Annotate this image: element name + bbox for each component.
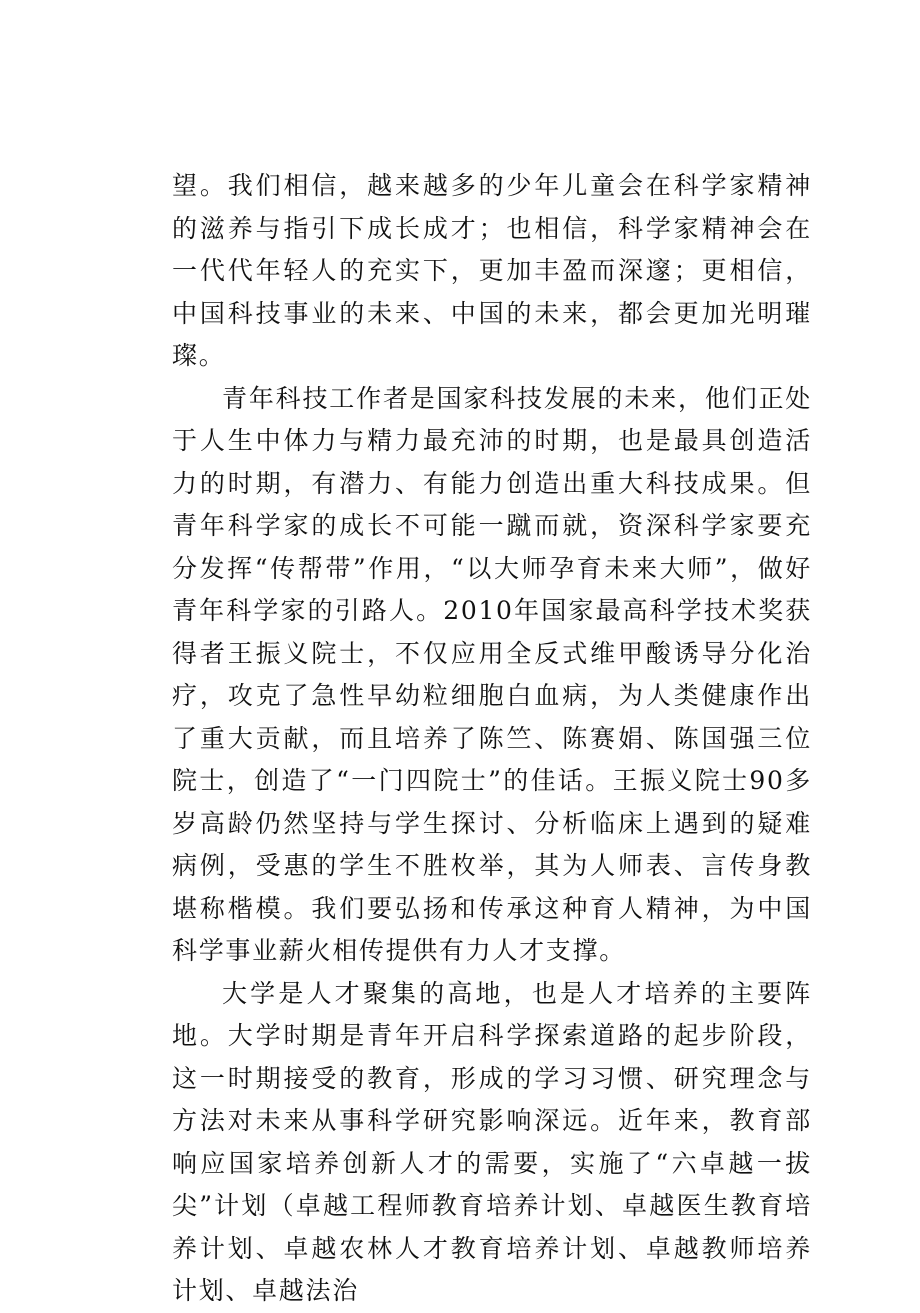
paragraph-continued: 望。我们相信，越来越多的少年儿童会在科学家精神的滋养与指引下成长成才；也相信，科学家精神会在一代代年轻人的充实下，更加丰盈而深邃；更相信，中国科技事业的未来、中国的未来，都会更加光明璀璨。 bbox=[172, 171, 812, 370]
document-page bbox=[172, 165, 812, 1313]
paragraph-young-scientists: 青年科技工作者是国家科技发展的未来，他们正处于人生中体力与精力最充沛的时期，也是最具创造活力的时期，有潜力、有能力创造出重大科技成果。但青年科学家的成长不可能一蹴而就，资深科学家要充分发挥“传帮带”作用，“以大师孕育未来大师”，做好青年科学家的引路人。2010年国家最高科学技术奖获得者王振义院士，不仅应用全反式维甲酸诱导分化治疗，攻克了急性早幼粒细胞白血病，为人类健康作出了重大贡献，而且培养了陈竺、陈赛娟、陈国强三位院士，创造了“一门四院士”的佳话。王振义院士90多岁高龄仍然坚持与学生探讨、分析临床上遇到的疑难病例，受惠的学生不胜枚举，其为人师表、言传身教堪称楷模。我们要弘扬和传承这种育人精神，为中国科学事业薪火相传提供有力人才支撑。 bbox=[172, 383, 812, 965]
paragraph-universities: 大学是人才聚集的高地，也是人才培养的主要阵地。大学时期是青年开启科学探索道路的起步阶段，这一时期接受的教育，形成的学习习惯、研究理念与方法对未来从事科学研究影响深远。近年来，教育部响应国家培养创新人才的需要，实施了“六卓越一拔尖”计划（卓越工程师教育培养计划、卓越医生教育培养计划、卓越农林人才教育培养计划、卓越教师培养计划、卓越法治 bbox=[172, 978, 812, 1305]
